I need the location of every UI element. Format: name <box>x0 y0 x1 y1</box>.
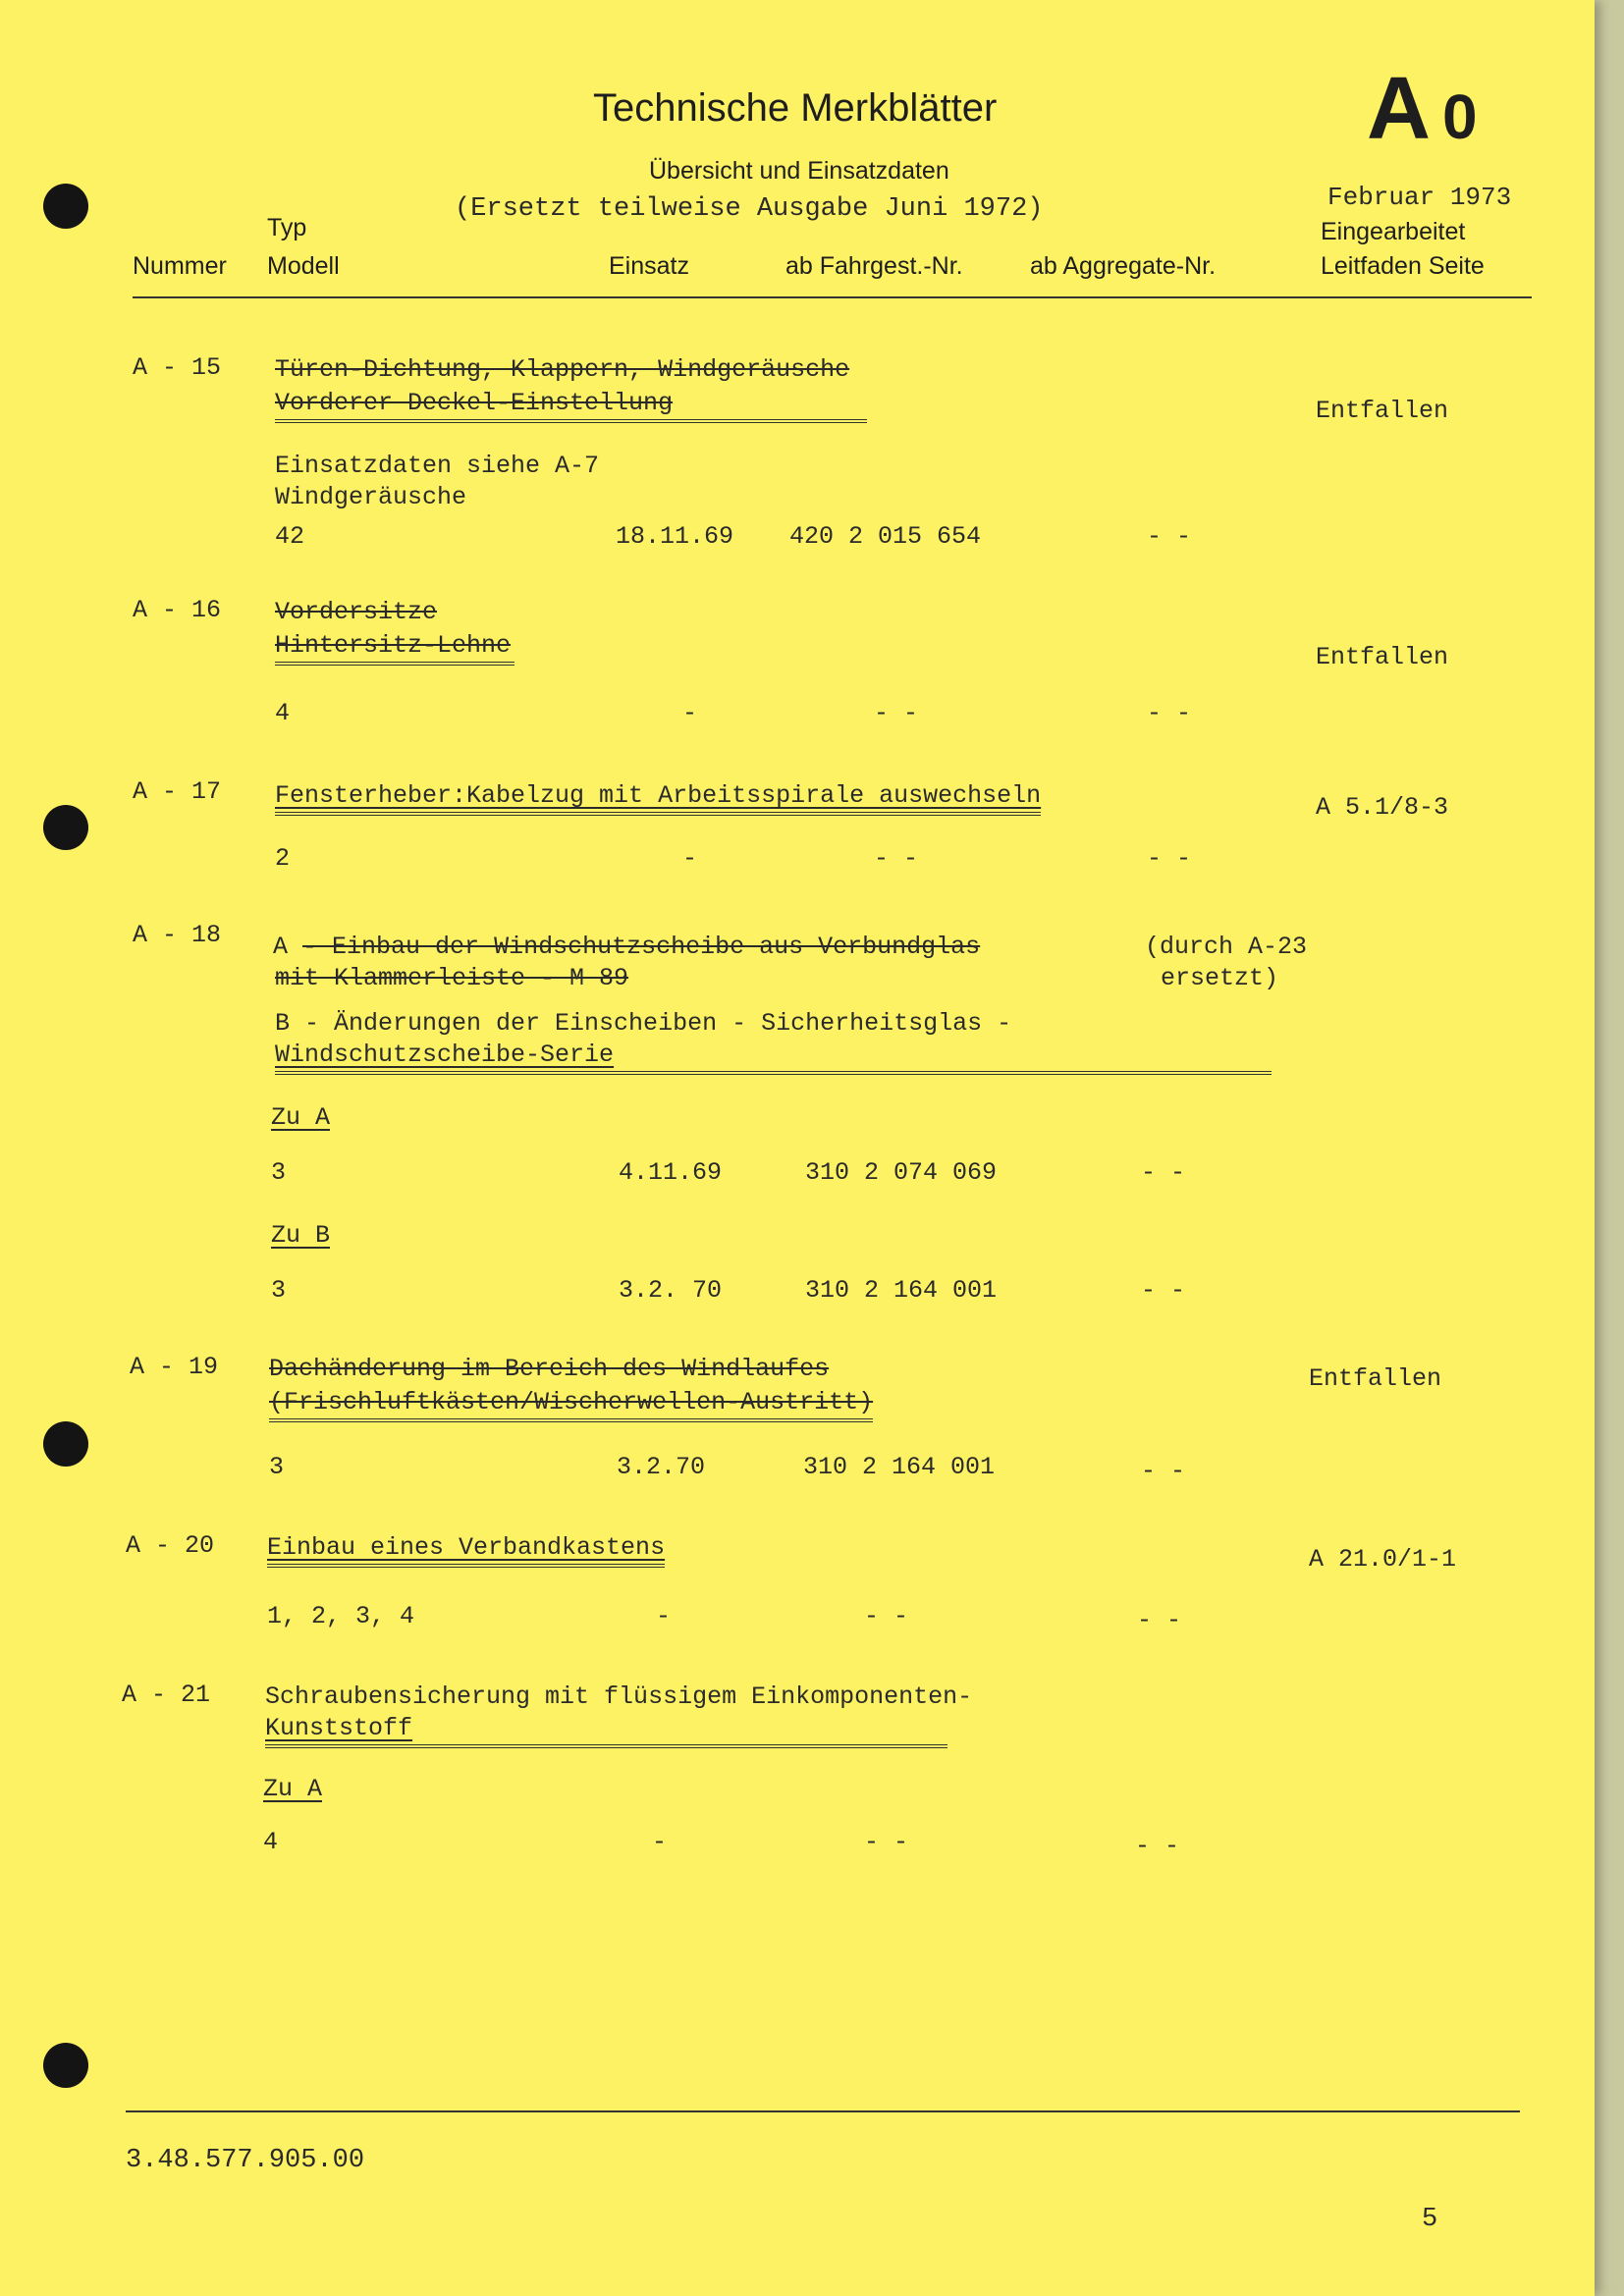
col-header-leitfaden: Leitfaden Seite <box>1321 252 1485 280</box>
entry-typ: 4 <box>275 699 291 727</box>
col-header-modell: Modell <box>267 252 340 280</box>
punch-hole <box>43 184 88 229</box>
entry-reference: Entfallen <box>1316 397 1449 425</box>
entry-aggregate: - - <box>1147 844 1192 873</box>
section-number: 0 <box>1442 81 1476 152</box>
entry-fahrgest: 420 2 015 654 <box>789 522 982 551</box>
document-subtitle: Übersicht und Einsatzdaten <box>649 157 949 185</box>
document-title: Technische Merkblätter <box>593 86 998 130</box>
entry-aggregate: - - <box>1141 1457 1186 1485</box>
edition-note: (Ersetzt teilweise Ausgabe Juni 1972) <box>455 194 1044 224</box>
subsection-label: Zu B <box>271 1221 331 1250</box>
entry-fahrgest: - - <box>864 1828 909 1856</box>
entry-reference: Entfallen <box>1309 1364 1442 1393</box>
entry-info: Windgeräusche <box>275 483 467 511</box>
entry-number: A - 18 <box>133 921 222 949</box>
col-header-einsatz: Einsatz <box>609 252 689 280</box>
entry-info: Einsatzdaten siehe A-7 <box>275 452 600 480</box>
section-code <box>1367 59 1476 160</box>
entry-title: mit Klammerleiste - M 89 <box>275 964 629 992</box>
entry-aggregate: - - <box>1135 1832 1180 1860</box>
entry-number: A - 15 <box>133 353 222 382</box>
footer-rule <box>126 2110 1520 2112</box>
subsection-label: Zu A <box>263 1775 323 1803</box>
entry-reference: Entfallen <box>1316 643 1449 671</box>
entry-typ: 3 <box>269 1453 285 1481</box>
entry-einsatz: 3.2. 70 <box>619 1276 723 1305</box>
entry-title: Vorderer Deckel-Einstellung <box>275 389 867 423</box>
entry-aggregate: - - <box>1141 1276 1186 1305</box>
punch-hole <box>43 2043 88 2088</box>
entry-aggregate: - - <box>1137 1606 1182 1634</box>
entry-fahrgest: 310 2 164 001 <box>803 1453 996 1481</box>
entry-aggregate: - - <box>1141 1158 1186 1187</box>
entry-number: A - 19 <box>130 1353 219 1381</box>
entry-title: B - Änderungen der Einscheiben - Sicherheitsglas - <box>275 1009 1012 1038</box>
entry-number: A - 16 <box>133 596 222 624</box>
punch-hole <box>43 1421 88 1467</box>
entry-aggregate: - - <box>1147 522 1192 551</box>
entry-part-letter: A <box>273 933 289 961</box>
document-number: 3.48.577.905.00 <box>126 2146 365 2175</box>
entry-number: A - 17 <box>133 777 222 806</box>
col-header-typ: Typ <box>267 214 307 241</box>
entry-typ: 3 <box>271 1276 287 1305</box>
subsection-label: Zu A <box>271 1103 331 1132</box>
section-letter: A <box>1367 60 1429 158</box>
entry-reference: A 5.1/8-3 <box>1316 793 1449 822</box>
entry-fahrgest: - - <box>874 699 919 727</box>
entry-reference: A 21.0/1-1 <box>1309 1545 1457 1574</box>
issue-date: Februar 1973 <box>1327 183 1512 212</box>
entry-title: Hintersitz-Lehne <box>275 631 514 666</box>
entry-typ: 42 <box>275 522 305 551</box>
entry-title: Windschutzscheibe-Serie <box>275 1041 1272 1075</box>
entry-aggregate: - - <box>1147 699 1192 727</box>
entry-typ: 2 <box>275 844 291 873</box>
entry-title: Schraubensicherung mit flüssigem Einkomponenten- <box>265 1682 973 1711</box>
entry-title: Dachänderung im Bereich des Windlaufes <box>269 1355 830 1383</box>
col-header-fahrgest: ab Fahrgest.-Nr. <box>785 252 963 280</box>
entry-typ: 4 <box>263 1828 279 1856</box>
col-header-aggregate: ab Aggregate-Nr. <box>1030 252 1217 280</box>
entry-typ: 3 <box>271 1158 287 1187</box>
entry-title: Einbau eines Verbandkastens <box>267 1533 665 1568</box>
entry-number: A - 20 <box>126 1531 215 1560</box>
entry-title: Türen-Dichtung, Klappern, Windgeräusche <box>275 355 850 384</box>
page-number: 5 <box>1422 2205 1438 2234</box>
entry-reference: (durch A-23 <box>1145 933 1308 961</box>
entry-einsatz: 4.11.69 <box>619 1158 723 1187</box>
entry-fahrgest: - - <box>864 1602 909 1630</box>
entry-einsatz: - <box>656 1602 672 1630</box>
entry-einsatz: 18.11.69 <box>616 522 734 551</box>
col-header-nummer: Nummer <box>133 252 227 280</box>
entry-part-title: - Einbau der Windschutzscheibe aus Verbundglas <box>302 933 981 961</box>
entry-fahrgest: - - <box>874 844 919 873</box>
entry-title: (Frischluftkästen/Wischerwellen-Austritt) <box>269 1388 873 1422</box>
header-rule <box>133 296 1532 298</box>
col-header-eingearbeitet: Eingearbeitet <box>1321 218 1466 245</box>
entry-einsatz: 3.2.70 <box>617 1453 706 1481</box>
entry-title <box>273 933 980 961</box>
entry-title: Kunststoff <box>265 1714 947 1748</box>
entry-fahrgest: 310 2 164 001 <box>805 1276 998 1305</box>
entry-einsatz: - <box>652 1828 668 1856</box>
punch-hole <box>43 805 88 850</box>
entry-title: Vordersitze <box>275 598 438 626</box>
entry-title: Fensterheber:Kabelzug mit Arbeitsspirale auswechseln <box>275 781 1041 816</box>
entry-einsatz: - <box>682 699 698 727</box>
entry-fahrgest: 310 2 074 069 <box>805 1158 998 1187</box>
entry-reference: ersetzt) <box>1161 964 1279 992</box>
entry-number: A - 21 <box>122 1681 211 1709</box>
entry-typ: 1, 2, 3, 4 <box>267 1602 415 1630</box>
entry-einsatz: - <box>682 844 698 873</box>
